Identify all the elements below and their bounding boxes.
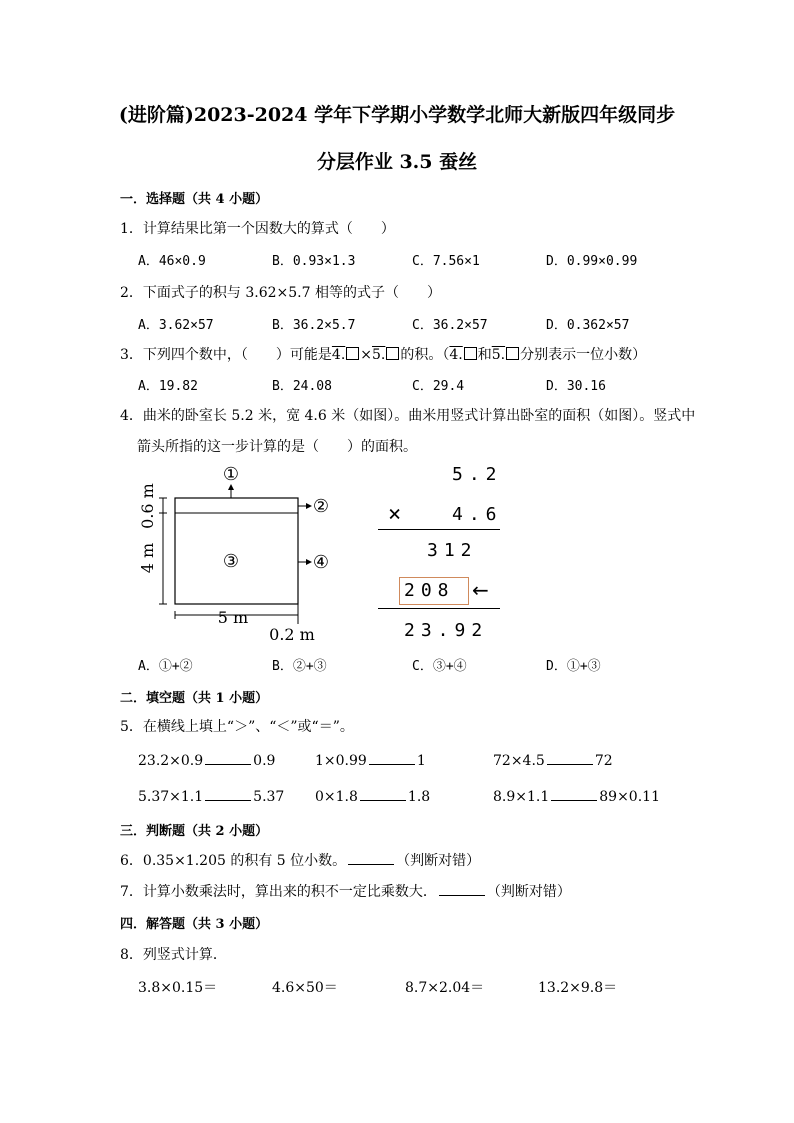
question-6: 6．0.35×1.205 的积有 5 位小数。 （判断对错） xyxy=(120,853,481,869)
question-7: 7．计算小数乘法时，算出来的积不一定比乘数大． （判断对错） xyxy=(120,884,571,900)
partial-product-1: 312 xyxy=(427,540,478,561)
answer-blank[interactable] xyxy=(205,752,251,765)
question-4-line1: 4．曲米的卧室长 5.2 米，宽 4.6 米（如图）。曲米用竖式计算出卧室的面积（如图）。竖式中 xyxy=(120,408,696,424)
pointer-arrow: ← xyxy=(472,578,489,602)
answer-blank[interactable] xyxy=(551,788,597,801)
q5-item: 8.9×1.1 89×0.11 xyxy=(493,789,660,805)
section-heading: 四．解答题（共 3 小题） xyxy=(120,917,269,932)
q4-option-c: C．③+④ xyxy=(412,659,467,674)
digit-box xyxy=(386,347,399,360)
section-heading: 三．判断题（共 2 小题） xyxy=(120,824,269,839)
label-4m: 4 m xyxy=(138,542,157,574)
arrow-2-head xyxy=(306,503,312,509)
q4-option-b: B．②+③ xyxy=(272,659,327,674)
times-sign: × xyxy=(388,502,408,527)
label-circle-4: ④ xyxy=(312,552,330,573)
question-2: 2．下面式子的积与 3.62×5.7 相等的式子（ ） xyxy=(120,285,441,301)
factor-a: 4. xyxy=(332,347,360,363)
rule-line-2 xyxy=(378,608,500,609)
question-5: 5．在横线上填上“＞”、“＜”或“＝”。 xyxy=(120,719,354,735)
q5-item: 0×1.8 1.8 xyxy=(315,789,431,805)
q8-item: 8.7×2.04＝ xyxy=(405,980,485,996)
q2-option-d: D．0.362×57 xyxy=(546,318,630,333)
q1-option-b: B．0.93×1.3 xyxy=(272,254,356,269)
label-circle-2: ② xyxy=(312,496,330,517)
digit-box xyxy=(506,347,519,360)
page-title: (进阶篇)2023-2024 学年下学期小学数学北师大新版四年级同步 xyxy=(118,104,676,126)
q3-option-b: B．24.08 xyxy=(272,379,332,394)
q3-option-d: D．30.16 xyxy=(546,379,606,394)
q3-prefix: 3．下列四个数中，（ ）可能是 xyxy=(120,347,332,363)
q2-option-c: C．36.2×57 xyxy=(412,318,488,333)
label-circle-1: ① xyxy=(222,464,240,485)
q3-option-c: C．29.4 xyxy=(412,379,465,394)
question-3: 3．下列四个数中，（ ）可能是4. ×5. 的积。（4. 和5. 分别表示一位小数） xyxy=(120,347,647,363)
factor-b: 5. xyxy=(372,347,400,363)
q5-item: 23.2×0.9 0.9 xyxy=(138,753,276,769)
q8-item: 13.2×9.8＝ xyxy=(538,980,618,996)
page-subtitle: 分层作业 3.5 蚕丝 xyxy=(316,151,478,173)
answer-blank[interactable] xyxy=(205,788,251,801)
q2-option-b: B．36.2×5.7 xyxy=(272,318,356,333)
digit-box xyxy=(346,347,359,360)
q1-option-d: D．0.99×0.99 xyxy=(546,254,638,269)
q5-item: 5.37×1.1 5.37 xyxy=(138,789,285,805)
question-1: 1．计算结果比第一个因数大的算式（ ） xyxy=(120,221,395,237)
rule-line-1 xyxy=(378,529,500,530)
factor-b-ref: 5. xyxy=(492,347,520,363)
product: 23.92 xyxy=(404,620,489,641)
answer-blank[interactable] xyxy=(547,752,593,765)
answer-blank[interactable] xyxy=(439,883,485,896)
q8-item: 4.6×50＝ xyxy=(272,980,338,996)
multiplicand: 5.2 xyxy=(452,464,503,485)
partial-product-2: 208 xyxy=(404,580,455,601)
room-diagram xyxy=(130,460,360,645)
factor-a-ref: 4. xyxy=(449,347,477,363)
digit-box xyxy=(464,347,477,360)
q4-option-d: D．①+③ xyxy=(546,659,601,674)
q5-item: 72×4.5 72 xyxy=(493,753,613,769)
arrow-4-head xyxy=(306,559,312,565)
question-4-line2: 箭头所指的这一步计算的是（ ）的面积。 xyxy=(137,439,417,455)
multiplier: 4.6 xyxy=(452,504,503,525)
q3-option-a: A．19.82 xyxy=(138,379,198,394)
q5-item: 1×0.99 1 xyxy=(315,753,426,769)
q1-option-c: C．7.56×1 xyxy=(412,254,480,269)
question-8: 8．列竖式计算． xyxy=(120,947,227,963)
answer-blank[interactable] xyxy=(360,788,406,801)
section-heading: 二．填空题（共 1 小题） xyxy=(120,691,269,706)
section-heading: 一．选择题（共 4 小题） xyxy=(120,192,269,207)
q2-option-a: A．3.62×57 xyxy=(138,318,214,333)
vertical-multiplication xyxy=(370,460,510,645)
q8-item: 3.8×0.15＝ xyxy=(138,980,218,996)
q4-option-a: A．①+② xyxy=(138,659,193,674)
label-5m: 5 m xyxy=(217,608,249,627)
answer-blank[interactable] xyxy=(348,852,394,865)
label-0-6m: 0.6 m xyxy=(138,483,157,529)
label-0-2m: 0.2 m xyxy=(269,625,315,644)
q1-option-a: A．46×0.9 xyxy=(138,254,206,269)
label-circle-3: ③ xyxy=(222,551,240,572)
answer-blank[interactable] xyxy=(369,752,415,765)
